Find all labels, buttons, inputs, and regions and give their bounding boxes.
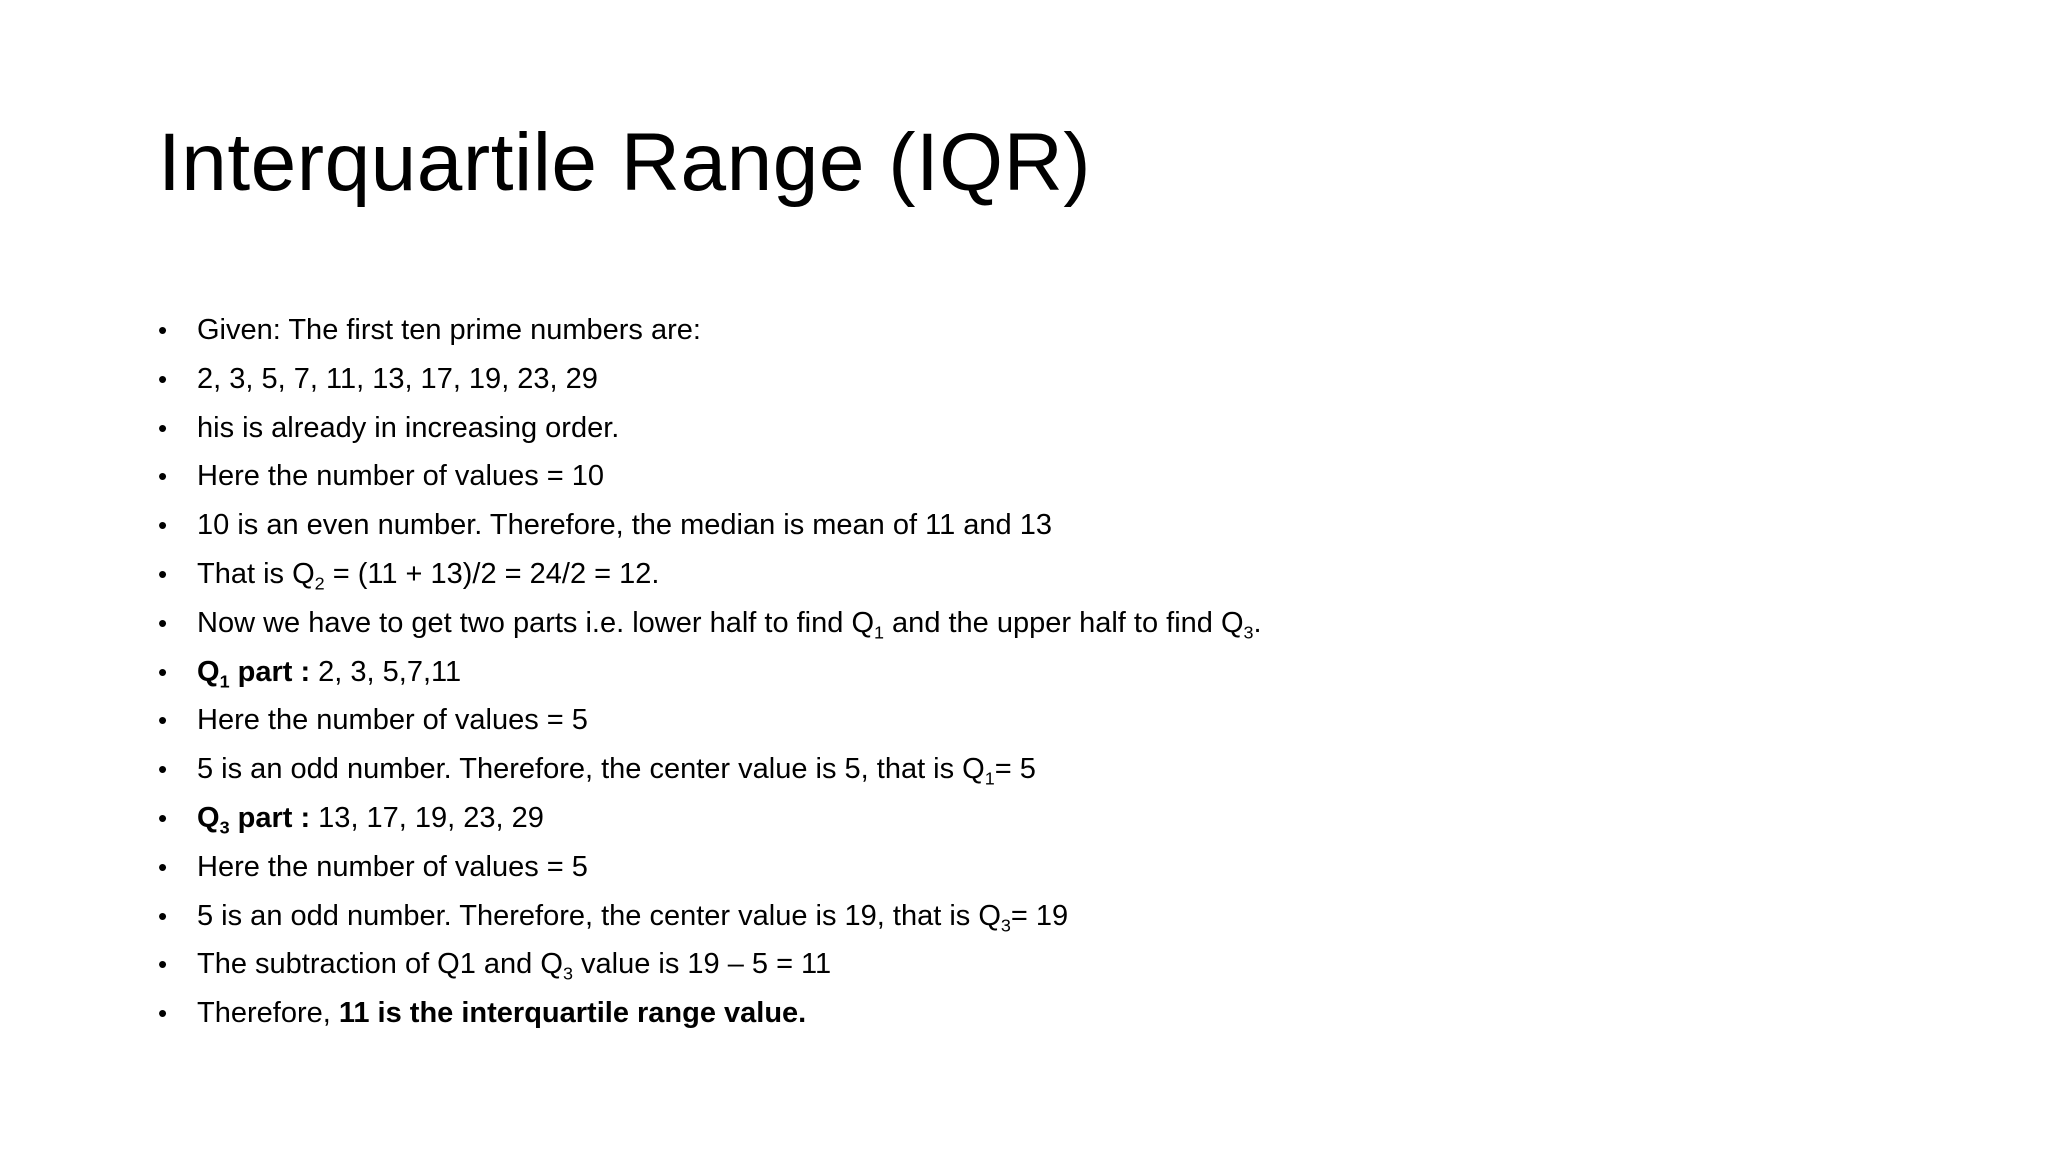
bullet-text-after: value is 19 – 5 = 11 [572, 948, 832, 981]
bullet-text-after: 2, 3, 5,7,11 [310, 655, 462, 688]
bold-label-start: Q [197, 801, 220, 834]
bullet-text-before: 5 is an odd number. Therefore, the center value is 5, that is Q [197, 753, 985, 786]
bullet-text: Here the number of values = 10 [197, 460, 605, 493]
bullet-dot: • [158, 900, 168, 931]
slide-title: Interquartile Range (IQR) [158, 117, 1092, 208]
bullet-text-before: 5 is an odd number. Therefore, the center value is 19, that is Q [197, 899, 1001, 932]
bold-label-start: Q [197, 655, 220, 688]
subscript: 1 [219, 670, 230, 691]
subscript: 1 [984, 768, 995, 789]
bullet-dot: • [158, 412, 168, 443]
bullet-dot: • [158, 656, 168, 687]
bullet-dot: • [158, 461, 168, 492]
bullet-list [154, 306, 1262, 1038]
bullet-prime-list [154, 355, 1262, 404]
bold-label-end: part : [229, 801, 311, 834]
bullet-given [154, 306, 1262, 355]
bullet-text: Given: The first ten prime numbers are: [197, 314, 701, 346]
subscript: 3 [219, 817, 230, 838]
bullet-order [154, 404, 1262, 453]
bullet-text: 2, 3, 5, 7, 11, 13, 17, 19, 23, 29 [197, 362, 598, 395]
bullet-subtraction [154, 940, 1262, 989]
bullet-dot: • [158, 754, 168, 785]
bullet-count-5-a [154, 696, 1262, 745]
bullet-text-after: = 5 [994, 753, 1036, 786]
bullet-dot: • [158, 558, 168, 589]
subscript: 1 [874, 622, 884, 643]
bullet-dot: • [158, 607, 168, 638]
bullet-text: his is already in increasing order. [197, 411, 620, 444]
bullet-q3-part [154, 794, 1262, 843]
bullet-text-after: = (11 + 13)/2 = 24/2 = 12. [324, 557, 660, 590]
bullet-q3-value [154, 892, 1262, 941]
bullet-text-before: The subtraction of Q1 and Q [197, 948, 563, 981]
bullet-conclusion [154, 989, 1262, 1038]
bullet-dot: • [158, 510, 168, 541]
bullet-text: Here the number of values = 5 [197, 704, 588, 737]
bullet-dot: • [158, 363, 168, 394]
bullet-text: 10 is an even number. Therefore, the median is mean of 11 and 13 [197, 509, 1052, 542]
bullet-dot: • [158, 851, 168, 882]
bullet-dot: • [158, 802, 168, 833]
bullet-text-after: 13, 17, 19, 23, 29 [310, 801, 544, 834]
bullet-text-before: Therefore, [197, 997, 339, 1030]
bullet-even-median [154, 501, 1262, 550]
bullet-q1-part [154, 648, 1262, 697]
bullet-text: Here the number of values = 5 [197, 850, 588, 883]
bold-conclusion: 11 is the interquartile range value. [338, 997, 807, 1030]
bullet-q1-value [154, 745, 1262, 794]
bold-label-end: part : [229, 655, 311, 688]
bullet-text-after: = 19 [1010, 899, 1069, 932]
bullet-count-5-b [154, 843, 1262, 892]
subscript: 3 [1000, 914, 1011, 935]
subscript: 2 [314, 573, 325, 594]
bullet-dot: • [158, 949, 168, 980]
bullet-text-after: . [1253, 606, 1262, 639]
bold-label [197, 801, 311, 838]
bullet-dot: • [158, 998, 168, 1029]
bullet-text-before: Now we have to get two parts i.e. lower half to find Q [197, 606, 874, 639]
bullet-dot: • [158, 705, 168, 736]
subscript: 3 [1243, 622, 1254, 643]
bullet-text-before: That is Q [197, 557, 315, 590]
bullet-text-middle: and the upper half to find Q [884, 606, 1244, 639]
bullet-dot: • [158, 315, 168, 345]
bullet-count-10 [154, 452, 1262, 501]
subscript: 3 [562, 963, 573, 984]
bullet-two-parts [154, 599, 1262, 648]
bold-label [197, 655, 311, 691]
bullet-q2 [154, 550, 1262, 599]
